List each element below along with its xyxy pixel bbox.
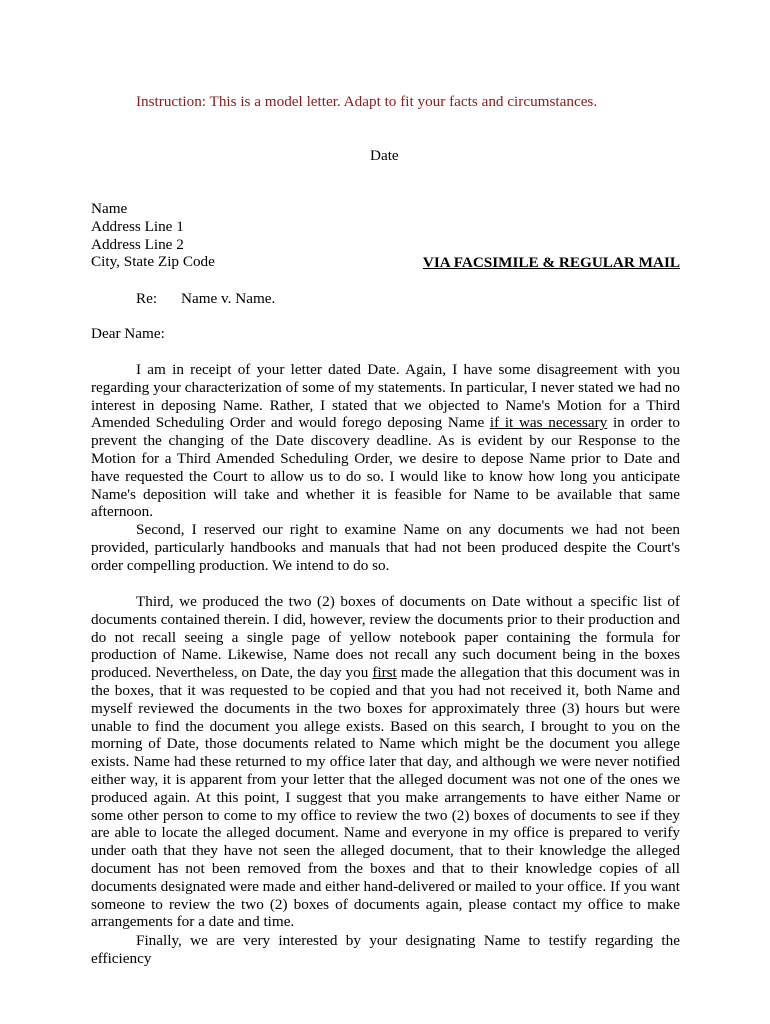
underlined-word: first: [372, 664, 397, 682]
recipient-name: Name: [91, 200, 128, 217]
letter-date: Date: [370, 147, 399, 164]
recipient-address: [91, 200, 215, 271]
underlined-phrase: if it was necessary: [489, 414, 608, 432]
address-line-1: Address Line 1: [91, 217, 184, 235]
paragraph-text: I am in receipt of your letter dated Date. Again, I have some disagreement with you regarding your characterization of some of my statements. In particular, I never stated we had no interest in deposing Name. Rather, I stated that we objected to Name's Motion for a Third Amended Scheduling Order and would forego deposing Name: [91, 361, 680, 432]
re-label: Re:: [136, 290, 158, 307]
body-paragraph-1: [91, 361, 680, 521]
city-state-zip: City, State Zip Code: [91, 253, 215, 271]
delivery-method: VIA FACSIMILE & REGULAR MAIL: [422, 254, 680, 271]
paragraph-text: Third, we produced the two (2) boxes of documents on Date without a specific list of documents contained therein. I did, however, review the documents prior to their production and do not recall seeing a single page of yellow notebook paper containing the formula for production of Name. Likewise, Name does not recall any such document being in the boxes produced. Nevertheless, on Date, the day you: [91, 593, 680, 682]
body-paragraph-4: Finally, we are very interested by your designating Name to testify regarding the efficiency: [91, 932, 680, 967]
body-paragraph-2: Second, I reserved our right to examine Name on any documents we had not been provided, particularly handbooks and manuals that had not been produced despite the Court's order compelling production. We intend to do so.: [91, 521, 680, 574]
paragraph-text: made the allegation that this document was in the boxes, that it was requested to be copied and that you had not received it, both Name and myself reviewed the documents in the two boxes for approximately three (3) hours but were unable to find the document you allege exists. Based on this search, I brought to you on the morning of Date, those documents related to Name which might be the document you allege exists. Name had these returned to my office later that day, and although we were never notified either way, it is apparent from your letter that the alleged document was not one of the ones we produced again. At this point, I suggest that you make arrangements to have either Name or some other person to come to my office to review the two (2) boxes of documents to see if they are able to locate the alleged document. Name and everyone in my office is prepared to verify under oath that they have not seen the alleged document, that to their knowledge the alleged document has not been removed from the boxes and that to their knowledge copies of all documents designated were made and either hand-delivered or mailed to your office. If you want someone to review the two (2) boxes of documents again, please contact my office to make arrangements for a date and time.: [91, 664, 680, 931]
instruction-note: Instruction: This is a model letter. Adapt to fit your facts and circumstances.: [136, 93, 598, 110]
salutation: Dear Name:: [91, 325, 165, 342]
address-line-2: Address Line 2: [91, 235, 184, 253]
paragraph-text: in order to prevent the changing of the Date discovery deadline. As is evident by our Response to the Motion for a Third Amended Scheduling Order, we desire to depose Name prior to Date and have requested the Court to allow us to do so. I would like to know how long you anticipate Name's deposition will take and whether it is feasible for Name to be available that same afternoon.: [91, 414, 680, 521]
re-subject: Name v. Name.: [181, 290, 276, 307]
body-paragraph-3: [91, 593, 680, 931]
